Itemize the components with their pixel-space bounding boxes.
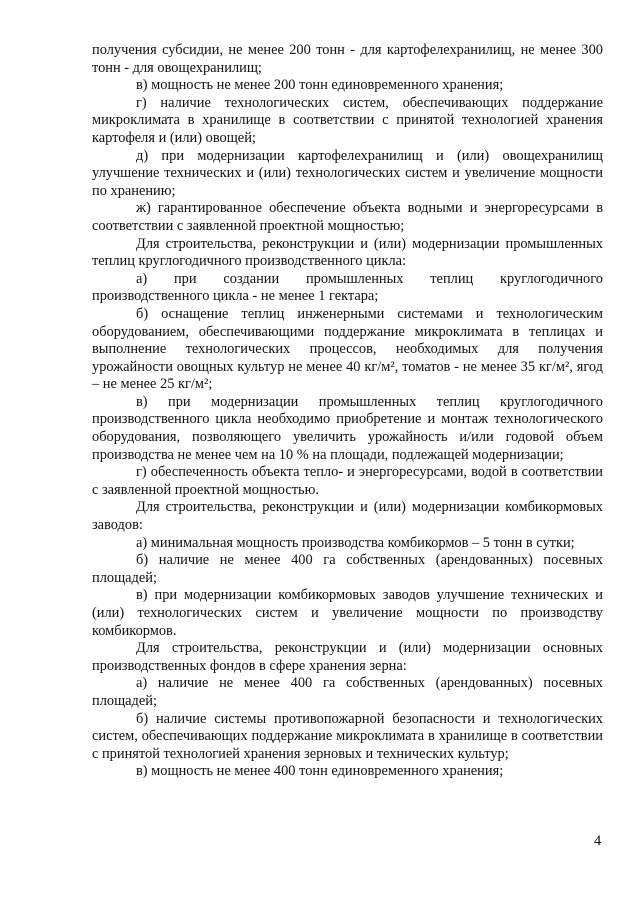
- paragraph-continuation: получения субсидии, не менее 200 тонн - для картофелехранилищ, не менее 300 тонн - для овощехранилищ;: [92, 42, 603, 76]
- paragraph-item: а) при создании промышленных теплиц круглогодичного производственного цикла - не менее 1 гектара;: [92, 270, 603, 305]
- paragraph-item: б) оснащение теплиц инженерными системами и технологическим оборудованием, обеспечивающими поддержание микроклимата в теплицах и выполнение технологических процессов, необходимых для получения урожайности овощных культур не менее 40 кг/м², томатов - не менее 35 кг/м², ягод – не менее 25 кг/м²;: [92, 305, 603, 393]
- paragraph-item: г) обеспеченность объекта тепло- и энергоресурсами, водой в соответствии с заявленной проектной мощностью.: [92, 464, 603, 498]
- paragraph-item: д) при модернизации картофелехранилищ и (или) овощехранилищ улучшение технических и (или) технологических систем и увеличение мощности по хранению;: [92, 147, 603, 199]
- section-heading-paragraph: Для строительства, реконструкции и (или) модернизации комбикормовых заводов:: [92, 499, 603, 534]
- paragraph-item: г) наличие технологических систем, обеспечивающих поддержание микроклимата в хранилище в соответствии с принятой технологией хранения картофеля и (или) овощей;: [92, 94, 603, 146]
- paragraph-item: б) наличие системы противопожарной безопасности и технологических систем, обеспечивающих поддержание микроклимата в хранилище в соответствии с принятой технологией хранения зерновых и технических культур;: [92, 710, 603, 762]
- paragraph-item: в) при модернизации промышленных теплиц круглогодичного производственного цикла необходимо приобретение и монтаж технологического оборудования, позволяющего увеличить урожайность и/или годовой объем производства не менее чем на 10 % на площади, подлежащей модернизации;: [92, 393, 603, 463]
- section-heading-paragraph: Для строительства, реконструкции и (или) модернизации промышленных теплиц круглогодичного производственного цикла:: [92, 235, 603, 270]
- page-number: 4: [594, 833, 602, 849]
- paragraph-item: ж) гарантированное обеспечение объекта водными и энергоресурсами в соответствии с заявленной проектной мощностью;: [92, 200, 603, 234]
- paragraph-item: в) мощность не менее 400 тонн единовременного хранения;: [136, 763, 504, 780]
- paragraph-item: а) минимальная мощность производства комбикормов – 5 тонн в сутки;: [136, 534, 575, 551]
- document-body: [92, 42, 603, 781]
- paragraph-item: в) при модернизации комбикормовых заводов улучшение технических и (или) технологических систем и увеличение мощности по производству комбикормов.: [92, 587, 603, 639]
- section-heading-paragraph: Для строительства, реконструкции и (или) модернизации основных производственных фондов в сфере хранения зерна:: [92, 640, 603, 674]
- paragraph-item: б) наличие не менее 400 га собственных (арендованных) посевных площадей;: [92, 552, 603, 586]
- paragraph-item: а) наличие не менее 400 га собственных (арендованных) посевных площадей;: [92, 675, 603, 709]
- paragraph-item: в) мощность не менее 200 тонн единовременного хранения;: [136, 77, 504, 94]
